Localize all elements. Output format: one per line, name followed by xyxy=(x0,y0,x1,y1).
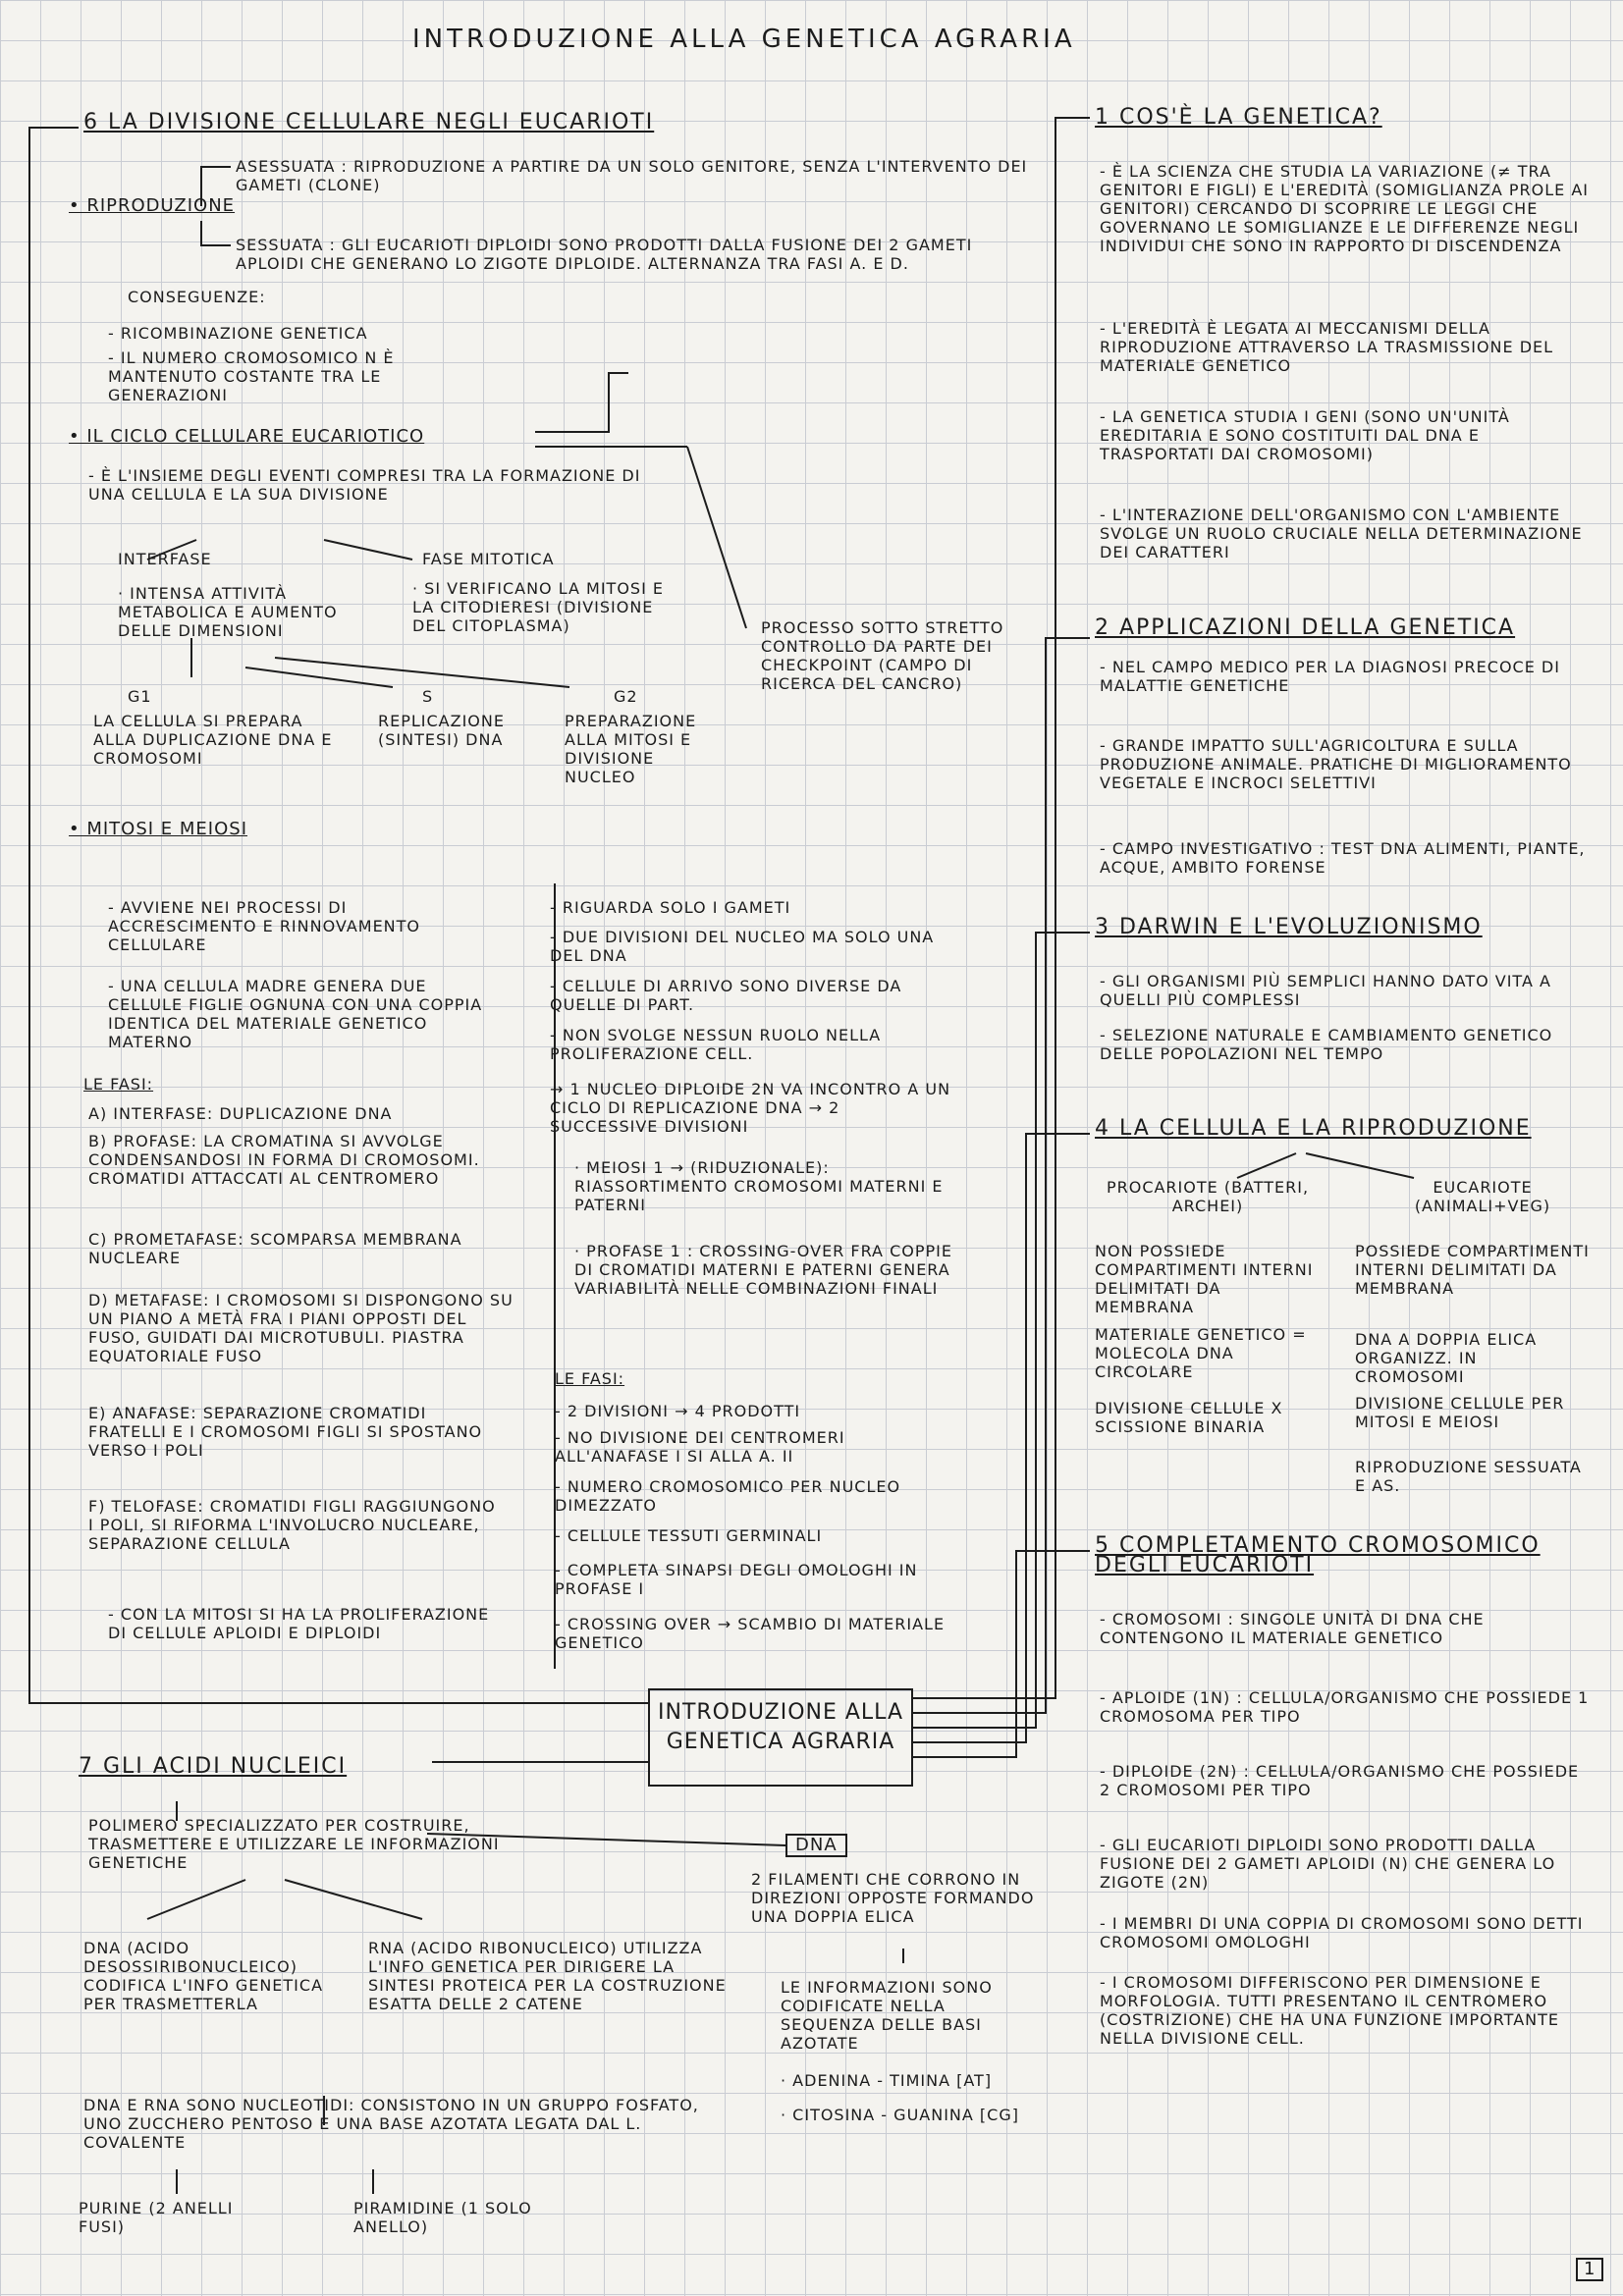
meiosi-item-6: · MEIOSI 1 → (RIDUZIONALE): RIASSORTIMENTO CROMOSOMI MATERNI E PATERNI xyxy=(574,1158,944,1214)
meiosi-fase-4: - CELLULE TESSUTI GERMINALI xyxy=(555,1526,823,1545)
mitosi-fase-a: A) INTERFASE: DUPLICAZIONE DNA xyxy=(88,1104,393,1123)
checkpoint-note: PROCESSO SOTTO STRETTO CONTROLLO DA PARTE DEI CHECKPOINT (CAMPO DI RICERCA DEL CANCRO) xyxy=(761,618,1004,693)
mitosi-fasi-label: LE FASI: xyxy=(83,1075,154,1094)
meiosi-fase-1: - 2 DIVISIONI → 4 PRODOTTI xyxy=(555,1402,801,1420)
ciclo-definition: - È L'INSIEME DEGLI EVENTI COMPRESI TRA LA FORMAZIONE DI UNA CELLULA E LA SUA DIVISIONE xyxy=(88,466,641,504)
g2-label: G2 xyxy=(614,687,638,706)
pirimidine-text: PIRAMIDINE (1 SOLO ANELLO) xyxy=(353,2199,532,2236)
section-1-para-3: - LA GENETICA STUDIA I GENI (SONO UN'UNITÀ EREDITARIA E SONO COSTITUITI DAL DNA E TRASPORTATI DAI CROMOSOMI) xyxy=(1100,407,1510,463)
sessuata-text: SESSUATA : GLI EUCARIOTI DIPLOIDI SONO PRODOTTI DALLA FUSIONE DEI 2 GAMETI APLOIDI CHE GENERANO LO ZIGOTE DIPLOIDE. ALTERNANZA TRA FASI A. E D. xyxy=(236,236,973,273)
section-3-para-1: - GLI ORGANISMI PIÙ SEMPLICI HANNO DATO VITA A QUELLI PIÙ COMPLESSI xyxy=(1100,972,1551,1009)
dna-description: DNA (ACIDO DESOSSIRIBONUCLEICO) CODIFICA L'INFO GENETICA PER TRASMETTERLA xyxy=(83,1939,324,2013)
section-4-header: 4 LA CELLULA E LA RIPRODUZIONE xyxy=(1095,1116,1532,1141)
g1-label: G1 xyxy=(128,687,152,706)
dna-pair-cg: · CITOSINA - GUANINA [CG] xyxy=(781,2106,1019,2124)
conseguenze-item-1: - RICOMBINAZIONE GENETICA xyxy=(108,324,368,343)
meiosi-item-7: · PROFASE 1 : CROSSING-OVER FRA COPPIE DI CROMATIDI MATERNI E PATERNI GENERA VARIABILITÀ NELLE COMBINAZIONI FINALI xyxy=(574,1242,952,1298)
mitosi-item-2: - UNA CELLULA MADRE GENERA DUE CELLULE FIGLIE OGNUNA CON UNA COPPIA IDENTICA DEL MATERIALE GENETICO MATERNO xyxy=(108,977,483,1051)
meiosi-item-5: → 1 NUCLEO DIPLOIDE 2N VA INCONTRO A UN CICLO DI REPLICAZIONE DNA → 2 SUCCESSIVE DIVISIONI xyxy=(550,1080,951,1136)
procariote-item-2: MATERIALE GENETICO = MOLECOLA DNA CIRCOLARE xyxy=(1095,1325,1307,1381)
asessuata-text: ASESSUATA : RIPRODUZIONE A PARTIRE DA UN SOLO GENITORE, SENZA L'INTERVENTO DEI GAMETI (CLONE) xyxy=(236,157,1028,194)
procariote-item-1: NON POSSIEDE COMPARTIMENTI INTERNI DELIMITATI DA MEMBRANA xyxy=(1095,1242,1314,1316)
procariote-item-3: DIVISIONE CELLULE X SCISSIONE BINARIA xyxy=(1095,1399,1283,1436)
riproduzione-label: • RIPRODUZIONE xyxy=(69,195,236,216)
section-5-para-3: - DIPLOIDE (2N) : CELLULA/ORGANISMO CHE POSSIEDE 2 CROMOSOMI PER TIPO xyxy=(1100,1762,1580,1799)
mitosi-fase-f: F) TELOFASE: CROMATIDI FIGLI RAGGIUNGONO I POLI, SI RIFORMA L'INVOLUCRO NUCLEARE, SEPARAZIONE CELLULA xyxy=(88,1497,496,1553)
section-2-header: 2 APPLICAZIONI DELLA GENETICA xyxy=(1095,615,1516,640)
section-2-para-1: - NEL CAMPO MEDICO PER LA DIAGNOSI PRECOCE DI MALATTIE GENETICHE xyxy=(1100,658,1560,695)
section-6-header: 6 LA DIVISIONE CELLULARE NEGLI EUCARIOTI xyxy=(83,110,655,134)
meiosi-item-4: - NON SVOLGE NESSUN RUOLO NELLA PROLIFERAZIONE CELL. xyxy=(550,1026,882,1063)
g1-desc: LA CELLULA SI PREPARA ALLA DUPLICAZIONE DNA E CROMOSOMI xyxy=(93,712,333,768)
dna-box: DNA xyxy=(785,1834,847,1857)
section-5-para-5: - I MEMBRI DI UNA COPPIA DI CROMOSOMI SONO DETTI CROMOSOMI OMOLOGHI xyxy=(1100,1914,1584,1951)
rna-description: RNA (ACIDO RIBONUCLEICO) UTILIZZA L'INFO GENETICA PER DIRIGERE LA SINTESI PROTEICA PER LA COSTRUZIONE ESATTA DELLE 2 CATENE xyxy=(368,1939,727,2013)
mitosi-fase-c: C) PROMETAFASE: SCOMPARSA MEMBRANA NUCLEARE xyxy=(88,1230,462,1267)
dna-info-1: 2 FILAMENTI CHE CORRONO IN DIREZIONI OPPOSTE FORMANDO UNA DOPPIA ELICA xyxy=(751,1870,1035,1926)
center-title-box: INTRODUZIONE ALLA GENETICA AGRARIA xyxy=(648,1688,913,1787)
mitosi-item-1: - AVVIENE NEI PROCESSI DI ACCRESCIMENTO E RINNOVAMENTO CELLULARE xyxy=(108,898,421,954)
acidi-definition: POLIMERO SPECIALIZZATO PER COSTRUIRE, TRASMETTERE E UTILIZZARE LE INFORMAZIONI GENETICHE xyxy=(88,1816,500,1872)
meiosi-fase-3: - NUMERO CROMOSOMICO PER NUCLEO DIMEZZATO xyxy=(555,1477,901,1515)
g2-desc: PREPARAZIONE ALLA MITOSI E DIVISIONE NUCLEO xyxy=(565,712,697,786)
meiosi-fasi-label: LE FASI: xyxy=(555,1369,625,1388)
meiosi-item-3: - CELLULE DI ARRIVO SONO DIVERSE DA QUELLE DI PART. xyxy=(550,977,902,1014)
fase-mitotica-desc: · SI VERIFICANO LA MITOSI E LA CITODIERESI (DIVISIONE DEL CITOPLASMA) xyxy=(412,579,664,635)
section-1-para-4: - L'INTERAZIONE DELL'ORGANISMO CON L'AMBIENTE SVOLGE UN RUOLO CRUCIALE NELLA DETERMINAZIONE DEI CARATTERI xyxy=(1100,506,1583,561)
section-3-para-2: - SELEZIONE NATURALE E CAMBIAMENTO GENETICO DELLE POPOLAZIONI NEL TEMPO xyxy=(1100,1026,1553,1063)
page-title: INTRODUZIONE ALLA GENETICA AGRARIA xyxy=(412,25,1076,54)
interfase-label: INTERFASE xyxy=(118,550,212,568)
dna-info-2: LE INFORMAZIONI SONO CODIFICATE NELLA SEQUENZA DELLE BASI AZOTATE xyxy=(781,1978,993,2053)
conseguenze-label: CONSEGUENZE: xyxy=(128,288,266,306)
eucariote-item-3: DIVISIONE CELLULE PER MITOSI E MEIOSI xyxy=(1355,1394,1565,1431)
section-5-para-1: - CROMOSOMI : SINGOLE UNITÀ DI DNA CHE CONTENGONO IL MATERIALE GENETICO xyxy=(1100,1610,1485,1647)
ciclo-label: • IL CICLO CELLULARE EUCARIOTICO xyxy=(69,426,425,447)
meiosi-item-2: - DUE DIVISIONI DEL NUCLEO MA SOLO UNA DEL DNA xyxy=(550,928,935,965)
eucariote-item-4: RIPRODUZIONE SESSUATA E AS. xyxy=(1355,1458,1582,1495)
mitosi-fase-e: E) ANAFASE: SEPARAZIONE CROMATIDI FRATELLI E I CROMOSOMI FIGLI SI SPOSTANO VERSO I POLI xyxy=(88,1404,483,1460)
mitosi-meiosi-label: • MITOSI E MEIOSI xyxy=(69,819,248,839)
section-2-para-3: - CAMPO INVESTIGATIVO : TEST DNA ALIMENTI, PIANTE, ACQUE, AMBITO FORENSE xyxy=(1100,839,1586,877)
eucariote-label: EUCARIOTE (ANIMALI+VEG) xyxy=(1414,1178,1551,1215)
section-1-header: 1 COS'È LA GENETICA? xyxy=(1095,105,1382,130)
section-7-header: 7 GLI ACIDI NUCLEICI xyxy=(79,1754,348,1779)
fase-mitotica-label: FASE MITOTICA xyxy=(422,550,555,568)
interfase-desc: · INTENSA ATTIVITÀ METABOLICA E AUMENTO DELLE DIMENSIONI xyxy=(118,584,338,640)
dna-pair-at: · ADENINA - TIMINA [AT] xyxy=(781,2071,993,2090)
meiosi-fase-6: - CROSSING OVER → SCAMBIO DI MATERIALE GENETICO xyxy=(555,1615,946,1652)
section-5-para-4: - GLI EUCARIOTI DIPLOIDI SONO PRODOTTI DALLA FUSIONE DEI 2 GAMETI APLOIDI (N) CHE GENERA LO ZIGOTE (2N) xyxy=(1100,1836,1556,1892)
section-1-para-2: - L'EREDITÀ È LEGATA AI MECCANISMI DELLA RIPRODUZIONE ATTRAVERSO LA TRASMISSIONE DEL MATERIALE GENETICO xyxy=(1100,319,1554,375)
conseguenze-item-2: - IL NUMERO CROMOSOMICO N È MANTENUTO COSTANTE TRA LE GENERAZIONI xyxy=(108,348,395,404)
section-2-para-2: - GRANDE IMPATTO SULL'AGRICOLTURA E SULLA PRODUZIONE ANIMALE. PRATICHE DI MIGLIORAMENTO VEGETALE E INCROCI SELETTIVI xyxy=(1100,736,1572,792)
nucleotidi-text: DNA E RNA SONO NUCLEOTIDI: CONSISTONO IN UN GRUPPO FOSFATO, UNO ZUCCHERO PENTOSO E UNA BASE AZOTATA LEGATA DAL L. COVALENTE xyxy=(83,2096,699,2152)
section-5-header: 5 COMPLETAMENTO CROMOSOMICO DEGLI EUCARIOTI xyxy=(1095,1533,1541,1577)
section-1-para-1: - È LA SCIENZA CHE STUDIA LA VARIAZIONE (≠ TRA GENITORI E FIGLI) E L'EREDITÀ (SOMIGLIANZA PROLE AI GENITORI) CERCANDO DI SCOPRIRE LE LEGGI CHE GOVERNANO LE SOMIGLIANZE E LE DIFFERENZE NEGLI INDIVIDUI CHE SONO IN RAPPORTO DI DISCENDENZA xyxy=(1100,162,1589,255)
mitosi-fase-d: D) METAFASE: I CROMOSOMI SI DISPONGONO SU UN PIANO A METÀ FRA I PIANI OPPOSTI DEL FUSO, GUIDATI DAI MICROTUBULI. PIASTRA EQUATORIALE FUSO xyxy=(88,1291,514,1365)
meiosi-fase-2: - NO DIVISIONE DEI CENTROMERI ALL'ANAFASE I SI ALLA A. II xyxy=(555,1428,845,1466)
mitosi-end: - CON LA MITOSI SI HA LA PROLIFERAZIONE DI CELLULE APLOIDI E DIPLOIDI xyxy=(108,1605,490,1642)
section-5-para-6: - I CROMOSOMI DIFFERISCONO PER DIMENSIONE E MORFOLOGIA. TUTTI PRESENTANO IL CENTROMERO (COSTRIZIONE) CHE HA UNA FUNZIONE IMPORTANTE NELLA DIVISIONE CELL. xyxy=(1100,1973,1559,2048)
procariote-label: PROCARIOTE (BATTERI, ARCHEI) xyxy=(1106,1178,1310,1215)
eucariote-item-1: POSSIEDE COMPARTIMENTI INTERNI DELIMITATI DA MEMBRANA xyxy=(1355,1242,1590,1298)
s-desc: REPLICAZIONE (SINTESI) DNA xyxy=(378,712,505,749)
page-number: 1 xyxy=(1576,2258,1603,2281)
purine-text: PURINE (2 ANELLI FUSI) xyxy=(79,2199,234,2236)
meiosi-item-1: - RIGUARDA SOLO I GAMETI xyxy=(550,898,791,917)
meiosi-fase-5: - COMPLETA SINAPSI DEGLI OMOLOGHI IN PROFASE I xyxy=(555,1561,918,1598)
eucariote-item-2: DNA A DOPPIA ELICA ORGANIZZ. IN CROMOSOMI xyxy=(1355,1330,1538,1386)
mitosi-fase-b: B) PROFASE: LA CROMATINA SI AVVOLGE CONDENSANDOSI IN FORMA DI CROMOSOMI. CROMATIDI ATTACCATI AL CENTROMERO xyxy=(88,1132,480,1188)
s-label: S xyxy=(422,687,434,706)
section-3-header: 3 DARWIN E L'EVOLUZIONISMO xyxy=(1095,915,1483,939)
section-5-para-2: - APLOIDE (1N) : CELLULA/ORGANISMO CHE POSSIEDE 1 CROMOSOMA PER TIPO xyxy=(1100,1688,1590,1726)
